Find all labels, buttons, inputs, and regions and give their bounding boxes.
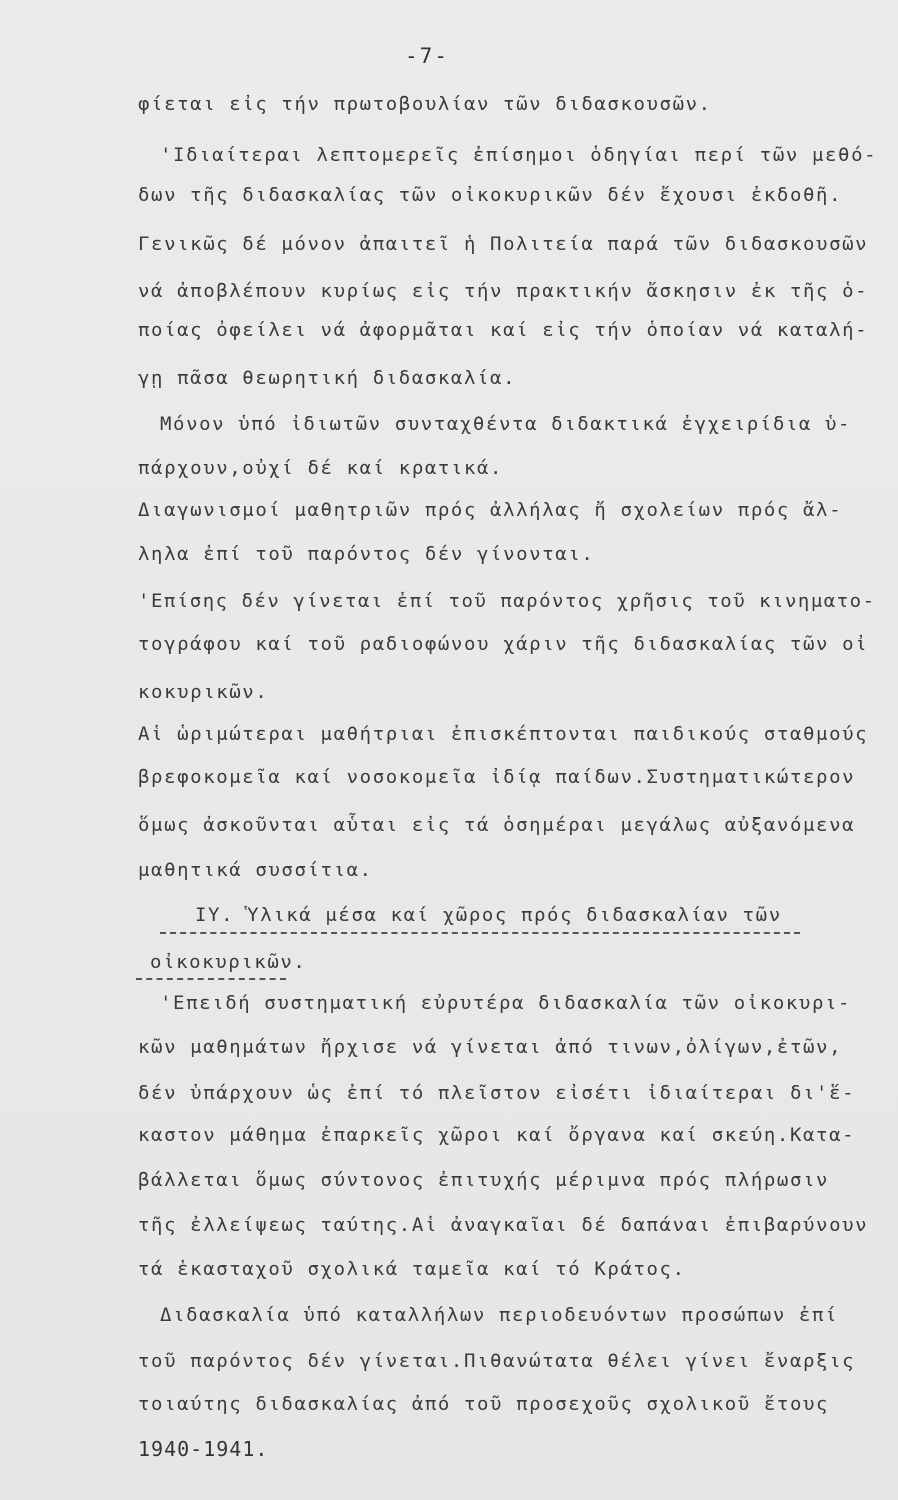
text-line: Διδασκαλία ὑπό καταλλήλων περιοδευόντων προσώπων ἐπί <box>160 1304 839 1326</box>
heading-underline <box>136 978 286 980</box>
text-line: κῶν μαθημάτων ἤρχισε νά γίνεται ἀπό τινων,ὀλίγων,ἐτῶν, <box>138 1036 843 1058</box>
text-line: καστον μάθημα ἐπαρκεῖς χῶροι καί ὄργανα καί σκεύη.Κατα- <box>138 1124 856 1146</box>
text-line: ὅμως ἀσκοῦνται αὗται εἰς τά ὁσημέραι μεγάλως αὐξανόμενα <box>138 814 856 836</box>
text-line: ποίας ὀφείλει νά ἀφορμᾶται καί εἰς τήν ὁποίαν νά καταλή- <box>138 319 869 341</box>
year-range: 1940-1941. <box>138 1437 269 1461</box>
text-line: τῆς ἐλλείψεως ταύτης.Αἱ ἀναγκαῖαι δέ δαπάναι ἐπιβαρύνουν <box>138 1214 869 1236</box>
text-line: τοῦ παρόντος δέν γίνεται.Πιθανώτατα θέλει γίνει ἔναρξις <box>138 1350 856 1372</box>
text-line: βρεφοκομεῖα καί νοσοκομεῖα ἰδίᾳ παίδων.Συστηματικώτερον <box>138 766 856 788</box>
page-number: -7- <box>405 44 449 68</box>
text-line: βάλλεται ὅμως σύντονος ἐπιτυχής μέριμνα πρός πλήρωσιν <box>138 1169 830 1191</box>
section-heading-continued: οἰκοκυρικῶν. <box>150 951 307 973</box>
text-line: δων τῆς διδασκαλίας τῶν οἰκοκυρικῶν δέν ἔχουσι ἐκδοθῆ. <box>138 184 843 206</box>
text-line: Γενικῶς δέ μόνον ἀπαιτεῖ ἡ Πολιτεία παρά τῶν διδασκουσῶν <box>138 233 869 255</box>
text-line: κοκυρικῶν. <box>138 681 269 703</box>
text-line: 'Επίσης δέν γίνεται ἐπί τοῦ παρόντος χρῆσις τοῦ κινηματο- <box>138 590 876 612</box>
text-line: τοιαύτης διδασκαλίας ἀπό τοῦ προσεχοῦς σχολικοῦ ἔτους <box>138 1393 830 1415</box>
text-line: δέν ὑπάρχουν ὡς ἐπί τό πλεῖστον εἰσέτι ἰδιαίτεραι δι'ἕ- <box>138 1082 856 1104</box>
text-line: πάρχουν,οὐχί δέ καί κρατικά. <box>138 457 504 479</box>
text-line: 'Επειδή συστηματική εὐρυτέρα διδασκαλία τῶν οἰκοκυρι- <box>160 992 852 1014</box>
section-heading: ΙΥ. Ὑλικά μέσα καί χῶρος πρός διδασκαλίαν τῶν <box>195 904 782 926</box>
text-line: ληλα ἐπί τοῦ παρόντος δέν γίνονται. <box>138 543 595 565</box>
text-line: γῃ πᾶσα θεωρητική διδασκαλία. <box>138 367 517 389</box>
text-line: τογράφου καί τοῦ ραδιοφώνου χάριν τῆς διδασκαλίας τῶν οἰ <box>138 633 869 655</box>
text-line: Διαγωνισμοί μαθητριῶν πρός ἀλλήλας ἤ σχολείων πρός ἄλ- <box>138 499 843 521</box>
text-line: μαθητικά συσσίτια. <box>138 859 373 881</box>
text-line: Αἱ ὡριμώτεραι μαθήτριαι ἐπισκέπτονται παιδικούς σταθμούς <box>138 723 869 745</box>
text-line: φίεται εἰς τήν πρωτοβουλίαν τῶν διδασκουσῶν. <box>138 93 712 115</box>
heading-underline <box>160 932 800 934</box>
text-line: τά ἑκασταχοῦ σχολικά ταμεῖα καί τό Κράτος. <box>138 1258 686 1280</box>
text-line: Μόνον ὑπό ἰδιωτῶν συνταχθέντα διδακτικά ἐγχειρίδια ὑ- <box>160 413 852 435</box>
text-line: νά ἀποβλέπουν κυρίως εἰς τήν πρακτικήν ἄσκησιν ἐκ τῆς ὁ- <box>138 280 869 302</box>
text-line: 'Ιδιαίτεραι λεπτομερεῖς ἐπίσημοι ὁδηγίαι περί τῶν μεθό- <box>160 144 878 166</box>
